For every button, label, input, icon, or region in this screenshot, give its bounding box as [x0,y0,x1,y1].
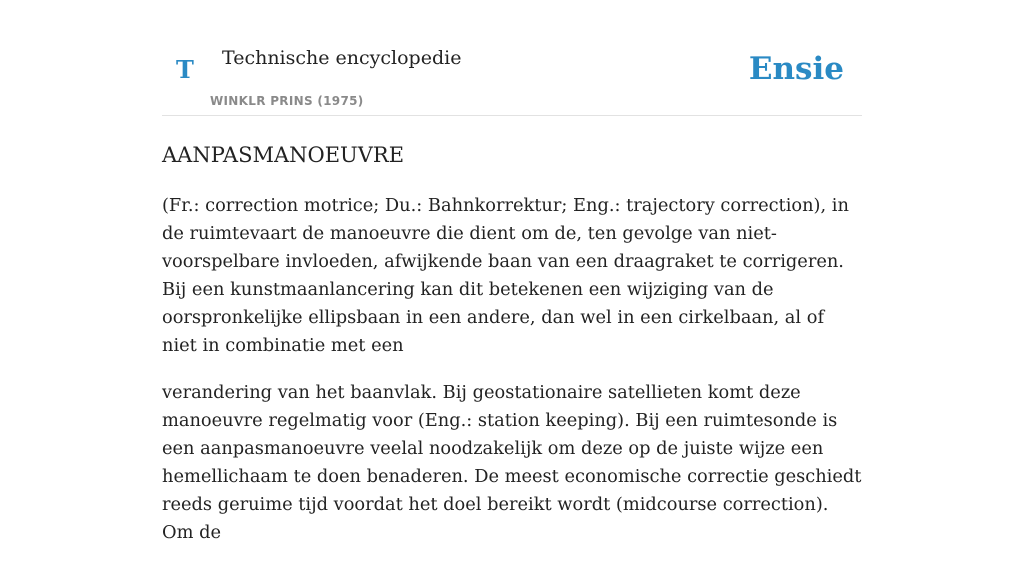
book-initial-icon: T [176,55,194,84]
book-header [162,0,862,116]
entry-paragraph: (Fr.: correction motrice; Du.: Bahnkorrektur; Eng.: trajectory correction), in de ruimtevaart de manoeuvre die dient om de, ten gevolge van niet-voorspelbare invloeden, afwijkende baan van een draagraket te corrigeren. Bij een kunstmaanlancering kan dit betekenen een wijziging van de oorspronkelijke ellipsbaan in een andere, dan wel in een cirkelbaan, al of niet in combinatie met een [162,195,849,356]
book-edition: WINKLR PRINS (1975) [210,94,364,108]
brand-logo-link[interactable]: Ensie [748,51,844,87]
book-title[interactable]: Technische encyclopedie [222,47,462,69]
entry-body [162,192,862,566]
entry-paragraph: verandering van het baanvlak. Bij geostationaire satellieten komt deze manoeuvre regelmatig voor (Eng.: station keeping). Bij een ruimtesonde is een aanpasmanoeuvre veelal noodzakelijk om deze op de juiste wijze een hemellichaam te doen benaderen. De meest economische correctie geschiedt reeds geruime tijd voordat het doel bereikt wordt (midcourse correction). Om de [162,382,862,543]
entry-title: AANPASMANOEUVRE [162,143,405,167]
